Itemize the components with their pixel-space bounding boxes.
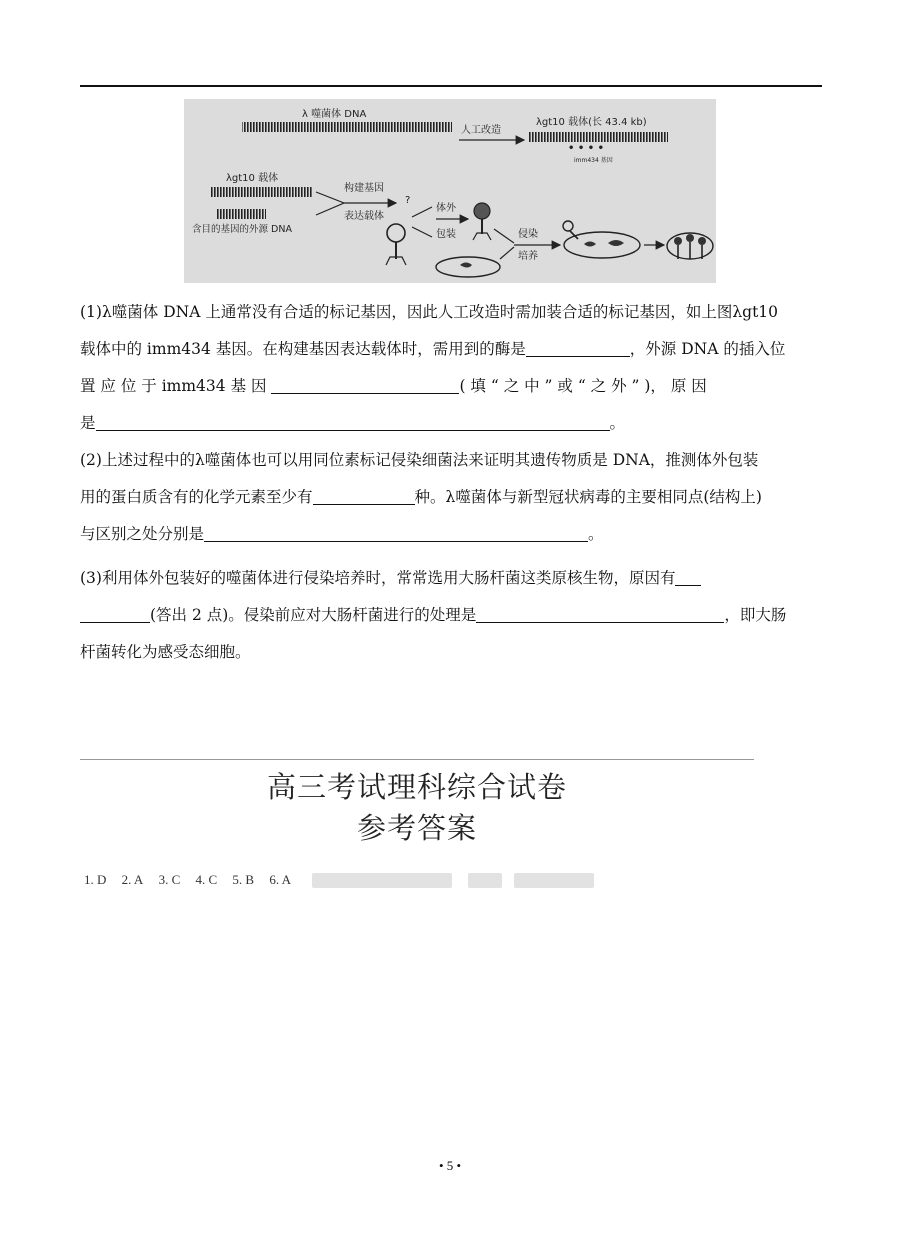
- q1-line-3: [80, 368, 822, 405]
- vector-strand: [528, 132, 668, 142]
- bacterium-icon: [436, 257, 500, 277]
- section-divider: [80, 759, 754, 760]
- label-phage-dna: λ 噬菌体 DNA: [302, 109, 367, 120]
- merge-lines: [316, 192, 344, 215]
- q3-line-2-text: (答出 2 点)。侵染前应对大肠杆菌进行的处理是: [150, 606, 477, 624]
- label-modify: 人工改造: [461, 125, 501, 136]
- answer-blank-reason[interactable]: [96, 412, 610, 431]
- q2-line-3-text: 与区别之处分别是: [80, 525, 205, 543]
- answer-key-row: [84, 872, 303, 888]
- q1-line-3-tail: ( 填 “ 之 中 ” 或 “ 之 外 ” )， 原 因: [459, 377, 707, 395]
- q1-line-4-tail: 。: [609, 414, 626, 432]
- answer-1: 1. D: [84, 872, 107, 887]
- answer-title: 高三考试理科综合试卷: [266, 770, 567, 804]
- answer-subtitle: 参考答案: [356, 811, 477, 845]
- question-3: [80, 560, 822, 671]
- question-2: [80, 442, 822, 553]
- q3-line-2: [80, 597, 822, 634]
- label-infect-1: 侵染: [518, 229, 538, 240]
- page-number: • 5 •: [438, 1158, 462, 1173]
- answer-blank-treatment[interactable]: [476, 604, 724, 623]
- q2-line-3: [80, 516, 822, 553]
- phage-icon-left: [386, 224, 406, 265]
- answer-blank-reasons-start[interactable]: [675, 567, 701, 586]
- answer-blank-reasons[interactable]: [80, 604, 150, 623]
- answer-blank-comparison[interactable]: [204, 523, 588, 542]
- blurred-region: [312, 873, 452, 888]
- q3-line-1: [80, 560, 822, 597]
- blurred-region: [468, 873, 502, 888]
- q2-line-2-tail: 种。λ噬菌体与新型冠状病毒的主要相同点(结构上): [414, 488, 762, 506]
- label-infect-2: 培养: [518, 251, 538, 262]
- foreign-dna-strand: [216, 209, 266, 219]
- q3-line-2-tail: ，即大肠: [724, 606, 787, 624]
- lysed-cell-icon: [667, 233, 713, 259]
- label-invitro-1: 体外: [436, 203, 456, 214]
- q1-line-2: [80, 331, 822, 368]
- q1-line-2-text: 载体中的 imm434 基因。在构建基因表达载体时，需用到的酶是: [80, 340, 526, 358]
- answer-6: 6. A: [269, 872, 291, 887]
- top-rule: [80, 85, 822, 87]
- q3-line-3: 杆菌转化为感受态细胞。: [80, 643, 251, 661]
- question-1: [80, 294, 822, 442]
- answer-5: 5. B: [232, 872, 255, 887]
- answer-blank-elements[interactable]: [313, 486, 415, 505]
- q1-line-2-tail: ，外源 DNA 的插入位: [629, 340, 786, 358]
- label-question: ?: [405, 195, 411, 206]
- label-vector-length: λgt10 载体(长 43.4 kb): [536, 117, 647, 128]
- label-build-2: 表达载体: [344, 211, 384, 222]
- phage-icon-packaged: [473, 203, 491, 240]
- answer-4: 4. C: [195, 872, 218, 887]
- phage-vector-diagram: [184, 99, 716, 283]
- q2-line-3-tail: 。: [588, 525, 604, 543]
- q1-line-4: [80, 405, 822, 442]
- diagram-svg: [184, 99, 716, 283]
- q3-line-1-text: (3)利用体外包装好的噬菌体进行侵染培养时，常常选用大肠杆菌这类原核生物，原因有: [80, 569, 676, 587]
- label-imm: imm434 基因: [574, 157, 613, 164]
- merge-lines-2: [412, 207, 432, 237]
- merge-lines-3: [494, 229, 514, 259]
- imm-marker: • • • •: [568, 143, 605, 154]
- q2-line-2: [80, 479, 822, 516]
- q1-line-1: (1)λ噬菌体 DNA 上通常没有合适的标记基因，因此人工改造时需加装合适的标记基因，如上图λgt10: [80, 303, 779, 321]
- phage-dna-strand: [242, 122, 452, 132]
- answer-3: 3. C: [158, 872, 181, 887]
- q2-line-1: (2)上述过程中的λ噬菌体也可以用同位素标记侵染细菌法来证明其遗传物质是 DNA，推测体外包装: [80, 451, 759, 469]
- answer-2: 2. A: [121, 872, 144, 887]
- q1-line-4-text: 是: [80, 414, 96, 432]
- label-build-1: 构建基因: [344, 183, 384, 194]
- label-gt10: λgt10 载体: [226, 173, 279, 184]
- q1-line-3-text: 置 应 位 于 imm434 基 因: [80, 377, 267, 395]
- answer-blank-enzyme[interactable]: [526, 338, 630, 357]
- gt10-strand: [210, 187, 312, 197]
- answer-blank-position[interactable]: [271, 375, 459, 394]
- q2-line-2-text: 用的蛋白质含有的化学元素至少有: [80, 488, 313, 506]
- label-foreign-dna: 含目的基因的外源 DNA: [192, 224, 292, 235]
- infected-cell-icon: [563, 221, 640, 258]
- blurred-region: [514, 873, 594, 888]
- label-invitro-2: 包装: [436, 229, 456, 240]
